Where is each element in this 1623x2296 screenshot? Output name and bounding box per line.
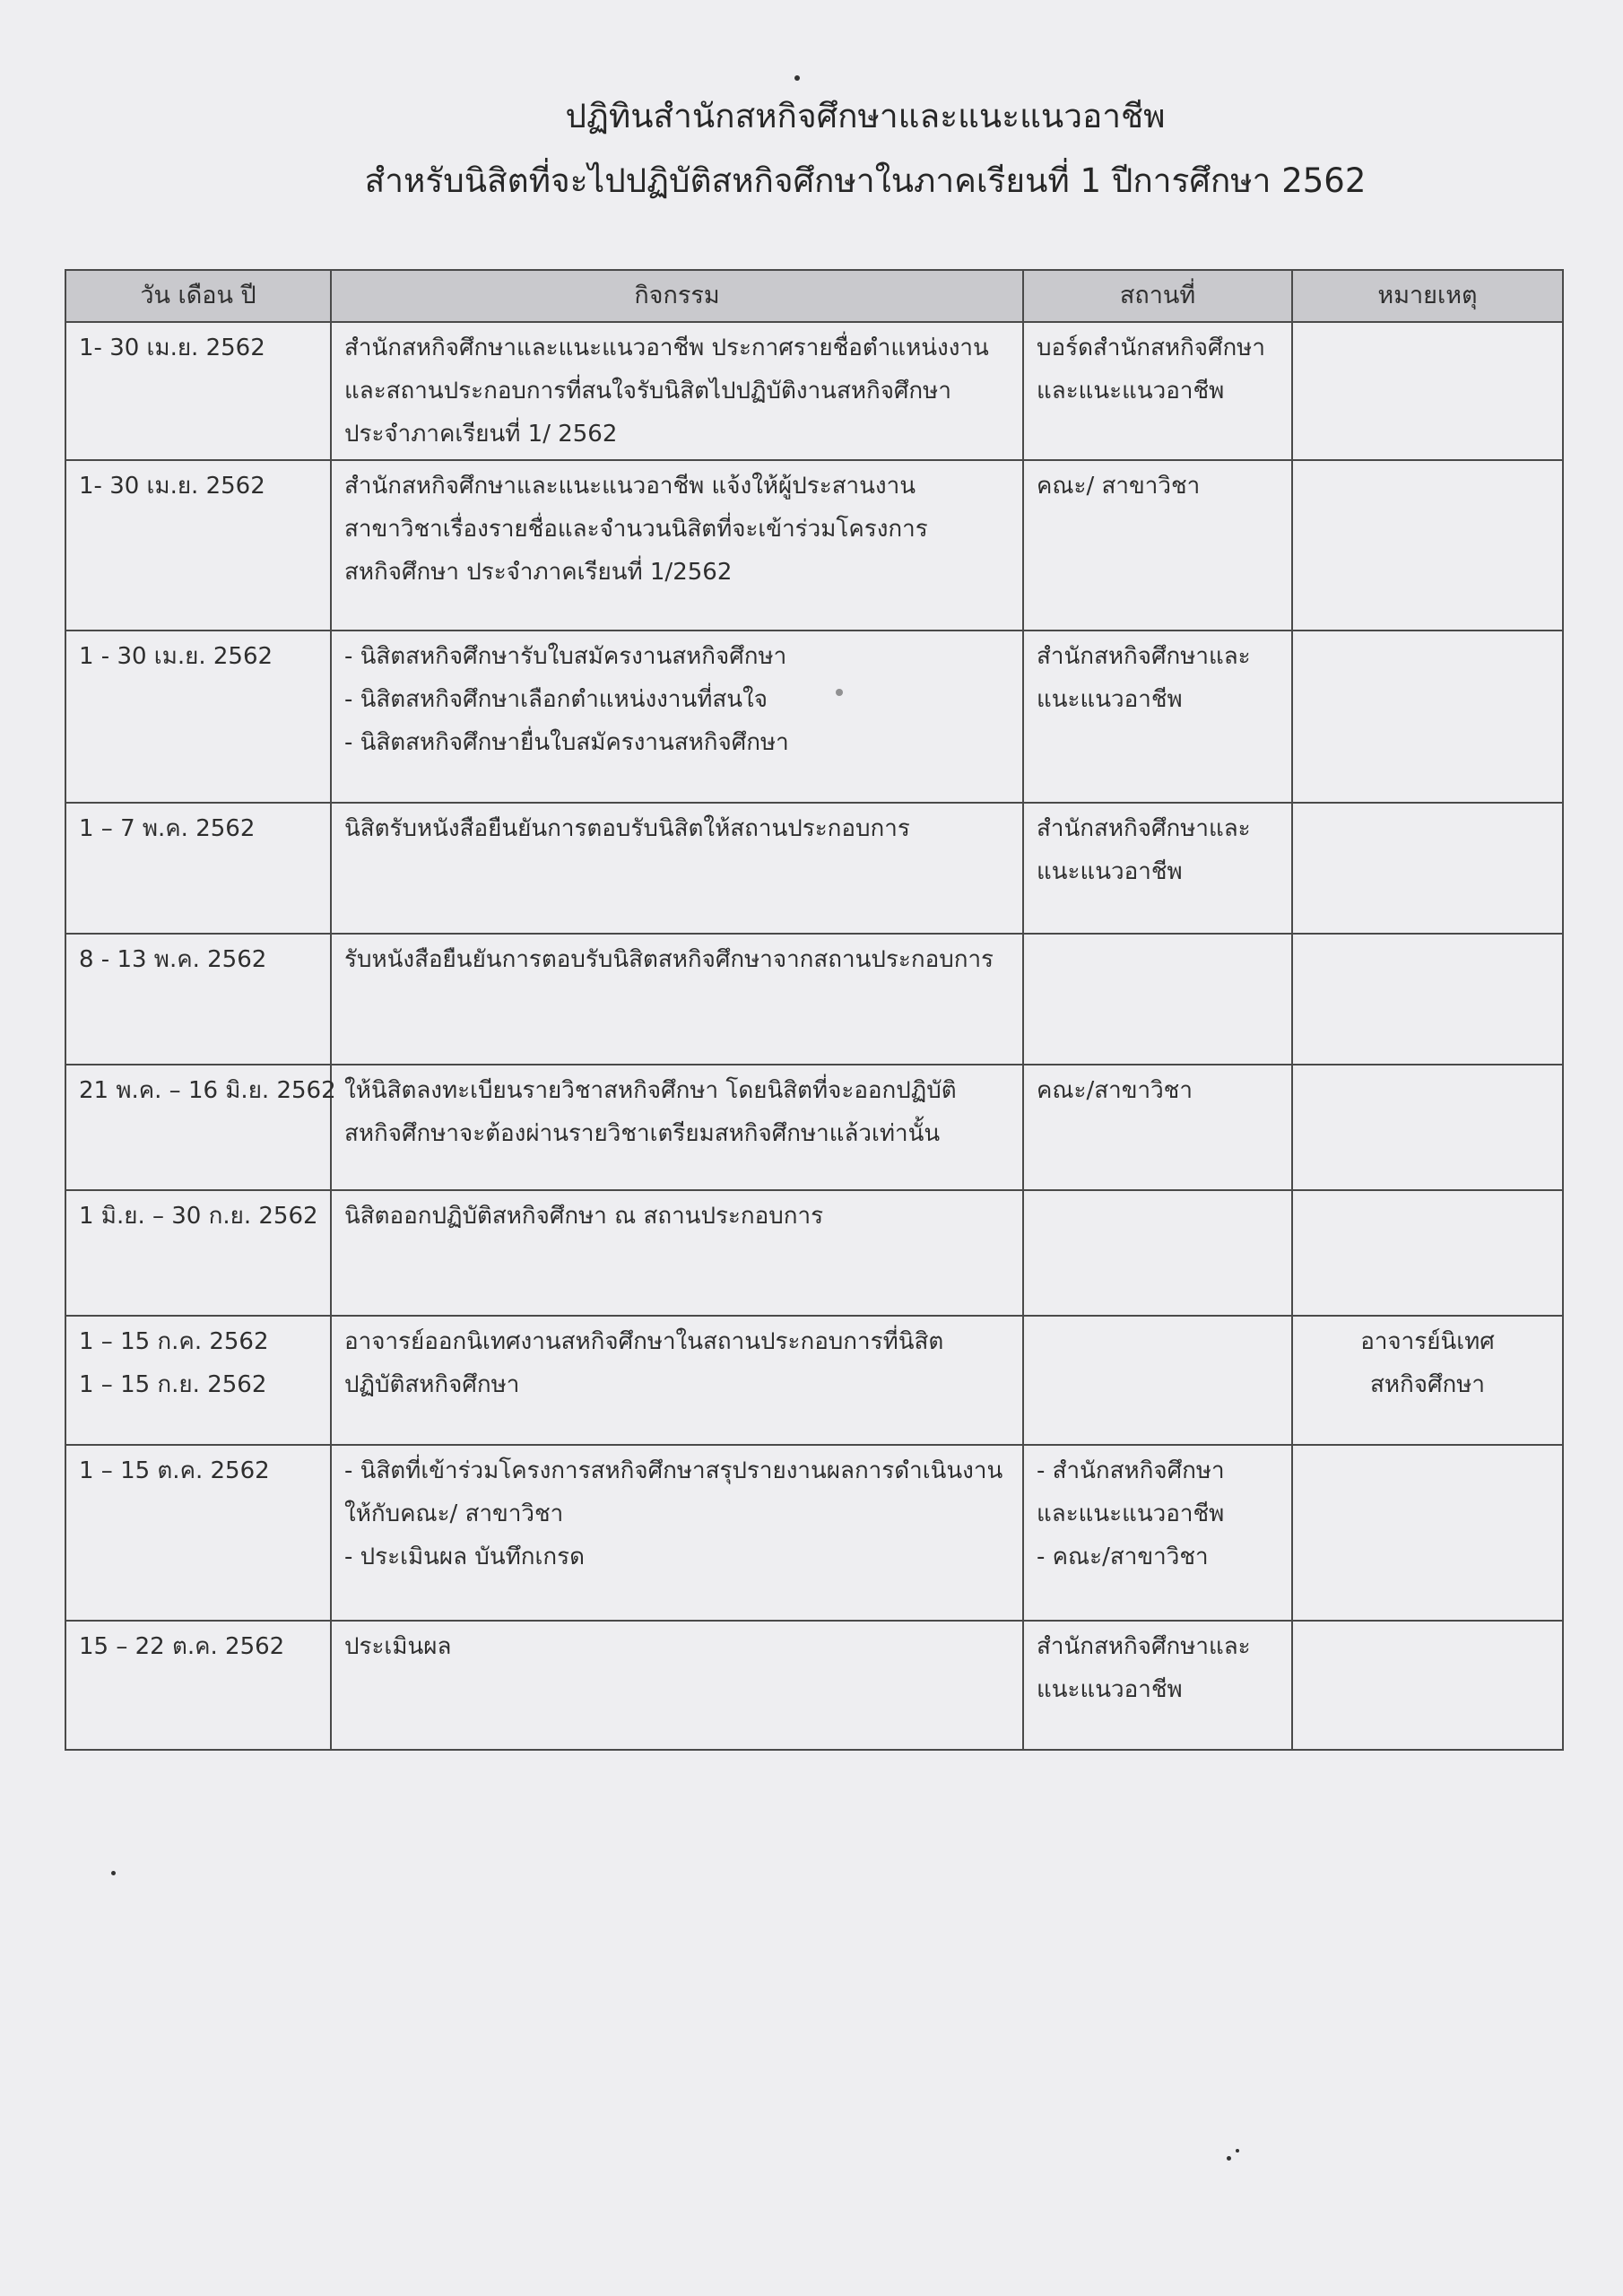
- remark-cell: [1292, 803, 1563, 934]
- remark-cell: [1292, 322, 1563, 460]
- date-cell: [65, 631, 331, 803]
- place-line: สำนักสหกิจศึกษาและ: [1037, 643, 1251, 670]
- activity-line: - นิสิตที่เข้าร่วมโครงการสหกิจศึกษาสรุปรายงานผลการดำเนินงาน: [344, 1457, 1003, 1484]
- scan-speck: [1227, 2156, 1231, 2161]
- activity-line: และสถานประกอบการที่สนใจรับนิสิตไปปฏิบัติงานสหกิจศึกษา: [344, 378, 951, 404]
- activity-line: ให้นิสิตลงทะเบียนรายวิชาสหกิจศึกษา โดยนิสิตที่จะออกปฏิบัติ: [344, 1077, 957, 1104]
- activity-line: ให้กับคณะ/ สาขาวิชา: [344, 1500, 564, 1527]
- place-line: สำนักสหกิจศึกษาและ: [1037, 1633, 1251, 1660]
- date-cell: [65, 803, 331, 934]
- place-cell: [1023, 1316, 1292, 1445]
- place-line: สำนักสหกิจศึกษาและ: [1037, 815, 1251, 842]
- table-row: [65, 1316, 1563, 1445]
- activity-line: - นิสิตสหกิจศึกษาเลือกตำแหน่งงานที่สนใจ: [344, 686, 768, 713]
- activity-line: - ประเมินผล บันทึกเกรด: [344, 1544, 585, 1570]
- activity-line: สาขาวิชาเรื่องรายชื่อและจำนวนนิสิตที่จะเข้าร่วมโครงการ: [344, 516, 928, 543]
- place-line: - คณะ/สาขาวิชา: [1037, 1544, 1209, 1570]
- activity-line: - นิสิตสหกิจศึกษายื่นใบสมัครงานสหกิจศึกษา: [344, 729, 789, 756]
- table-row: [65, 631, 1563, 803]
- date-cell: [65, 1065, 336, 1190]
- place-line: คณะ/สาขาวิชา: [1037, 1077, 1193, 1104]
- table-row: [65, 934, 1563, 1065]
- date-cell: [65, 1190, 331, 1316]
- date-cell: [65, 460, 331, 631]
- activity-line: สำนักสหกิจศึกษาและแนะแนวอาชีพ แจ้งให้ผู้ประสานงาน: [344, 473, 916, 500]
- table-row: [65, 1621, 1563, 1750]
- header-date: วัน เดือน ปี: [65, 270, 331, 322]
- activity-cell: [331, 1190, 1023, 1316]
- date-cell: [65, 1316, 331, 1445]
- activity-cell: [331, 460, 1023, 631]
- date-cell: [65, 1445, 331, 1621]
- place-cell: [1023, 1065, 1292, 1190]
- activity-line: นิสิตออกปฏิบัติสหกิจศึกษา ณ สถานประกอบการ: [344, 1203, 824, 1230]
- schedule-table: [65, 269, 1564, 1751]
- date-cell: [65, 934, 331, 1065]
- header-remark: หมายเหตุ: [1292, 270, 1563, 322]
- activity-cell: [331, 1445, 1023, 1621]
- date-line: 1 – 15 ก.ย. 2562: [79, 1371, 267, 1398]
- activity-line: ประจำภาคเรียนที่ 1/ 2562: [344, 421, 618, 448]
- activity-line: สหกิจศึกษาจะต้องผ่านรายวิชาเตรียมสหกิจศึกษาแล้วเท่านั้น: [344, 1120, 941, 1147]
- place-line: และแนะแนวอาชีพ: [1037, 378, 1225, 404]
- place-cell: [1023, 803, 1292, 934]
- scan-speck: [1236, 2149, 1239, 2152]
- activity-cell: [331, 322, 1023, 460]
- date-line: 1 มิ.ย. – 30 ก.ย. 2562: [79, 1203, 318, 1230]
- date-line: 8 - 13 พ.ค. 2562: [79, 946, 267, 973]
- date-line: 1 – 7 พ.ค. 2562: [79, 815, 256, 842]
- place-line: แนะแนวอาชีพ: [1037, 858, 1183, 885]
- activity-line: ประเมินผล: [344, 1633, 452, 1660]
- date-line: 21 พ.ค. – 16 มิ.ย. 2562: [79, 1077, 336, 1104]
- table-row: [65, 803, 1563, 934]
- scan-speck: [794, 75, 800, 81]
- activity-line: - นิสิตสหกิจศึกษารับใบสมัครงานสหกิจศึกษา: [344, 643, 787, 670]
- date-line: 1 – 15 ต.ค. 2562: [79, 1457, 270, 1484]
- place-cell: [1023, 460, 1292, 631]
- scan-speck: [111, 1871, 116, 1875]
- scan-speck: [836, 689, 843, 696]
- table-row: [65, 322, 1563, 460]
- remark-cell: [1292, 1316, 1563, 1445]
- remark-cell: [1292, 460, 1563, 631]
- place-line: บอร์ดสำนักสหกิจศึกษา: [1037, 335, 1265, 361]
- remark-line: อาจารย์นิเทศ: [1360, 1328, 1495, 1355]
- date-line: 15 – 22 ต.ค. 2562: [79, 1633, 285, 1660]
- header-activity: กิจกรรม: [331, 270, 1023, 322]
- table-header-row: [65, 270, 1563, 322]
- table-row: [65, 1445, 1563, 1621]
- table-row: [65, 460, 1563, 631]
- activity-cell: [331, 1316, 1023, 1445]
- date-line: 1 - 30 เม.ย. 2562: [79, 643, 273, 670]
- date-line: 1- 30 เม.ย. 2562: [79, 473, 265, 500]
- activity-cell: [331, 631, 1023, 803]
- table-row: [65, 1190, 1563, 1316]
- activity-cell: [331, 1621, 1023, 1750]
- place-line: และแนะแนวอาชีพ: [1037, 1500, 1225, 1527]
- place-line: แนะแนวอาชีพ: [1037, 686, 1183, 713]
- document-subtitle: สำหรับนิสิตที่จะไปปฏิบัติสหกิจศึกษาในภาคเรียนที่ 1 ปีการศึกษา 2562: [364, 161, 1367, 200]
- activity-line: สำนักสหกิจศึกษาและแนะแนวอาชีพ ประกาศรายชื่อตำแหน่งงาน: [344, 335, 989, 361]
- date-line: 1 – 15 ก.ค. 2562: [79, 1328, 269, 1355]
- remark-cell: [1292, 934, 1563, 1065]
- place-line: แนะแนวอาชีพ: [1037, 1676, 1183, 1703]
- activity-line: ปฏิบัติสหกิจศึกษา: [344, 1371, 520, 1398]
- remark-cell: [1292, 1445, 1563, 1621]
- date-cell: [65, 322, 331, 460]
- place-line: - สำนักสหกิจศึกษา: [1037, 1457, 1225, 1484]
- place-line: คณะ/ สาขาวิชา: [1037, 473, 1201, 500]
- activity-line: สหกิจศึกษา ประจำภาคเรียนที่ 1/2562: [344, 559, 733, 586]
- table-row: [65, 1065, 1563, 1190]
- activity-cell: [331, 803, 1023, 934]
- table-body: [65, 322, 1563, 1750]
- activity-cell: [331, 934, 1023, 1065]
- place-cell: [1023, 1190, 1292, 1316]
- place-cell: [1023, 1445, 1292, 1621]
- activity-line: อาจารย์ออกนิเทศงานสหกิจศึกษาในสถานประกอบการที่นิสิต: [344, 1328, 944, 1355]
- place-cell: [1023, 934, 1292, 1065]
- remark-cell: [1292, 1190, 1563, 1316]
- activity-line: นิสิตรับหนังสือยืนยันการตอบรับนิสิตให้สถานประกอบการ: [344, 815, 910, 842]
- activity-line: รับหนังสือยืนยันการตอบรับนิสิตสหกิจศึกษาจากสถานประกอบการ: [344, 946, 994, 973]
- remark-line: สหกิจศึกษา: [1370, 1371, 1485, 1398]
- place-cell: [1023, 631, 1292, 803]
- place-cell: [1023, 322, 1292, 460]
- place-cell: [1023, 1621, 1292, 1750]
- date-cell: [65, 1621, 331, 1750]
- activity-cell: [331, 1065, 1023, 1190]
- remark-cell: [1292, 631, 1563, 803]
- date-line: 1- 30 เม.ย. 2562: [79, 335, 265, 361]
- header-place: สถานที่: [1023, 270, 1292, 322]
- remark-cell: [1292, 1065, 1563, 1190]
- document-title: ปฏิทินสำนักสหกิจศึกษาและแนะแนวอาชีพ: [565, 97, 1166, 135]
- remark-cell: [1292, 1621, 1563, 1750]
